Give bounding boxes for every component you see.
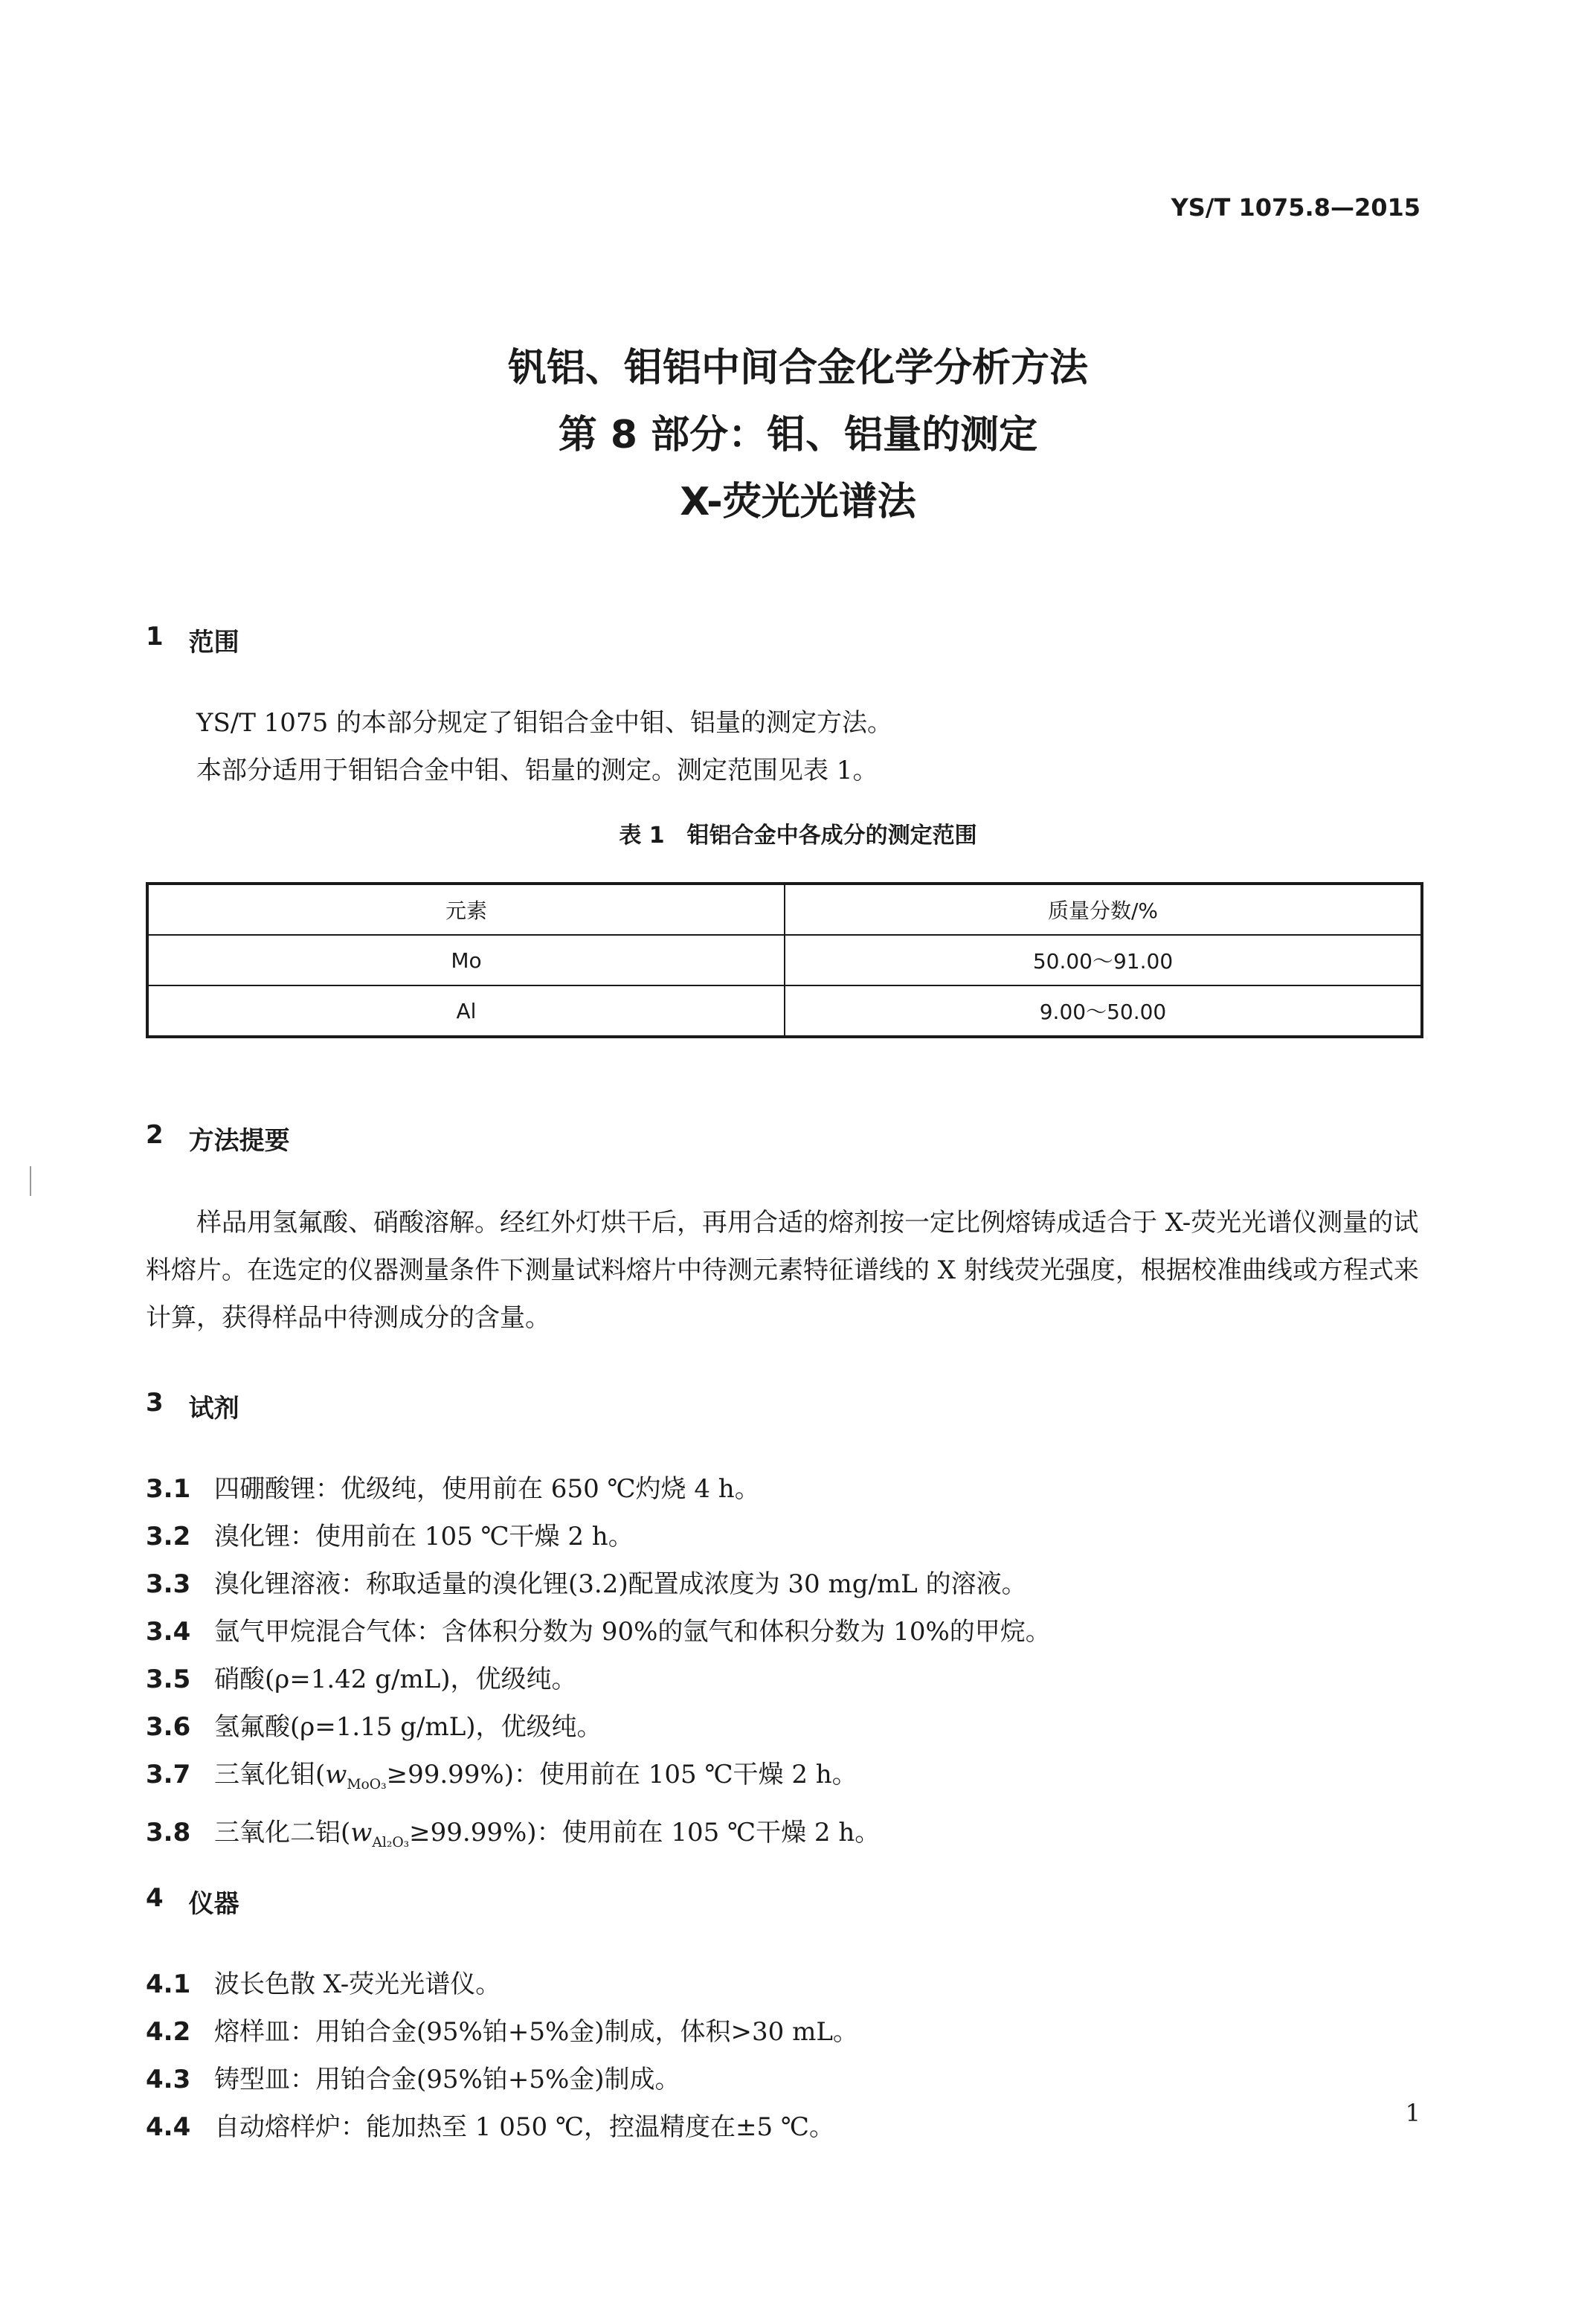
title-line-1: 钒铝、钼铝中间合金化学分析方法 — [507, 346, 1088, 390]
item-text: 溴化锂：使用前在 105 ℃干燥 2 h。 — [214, 1522, 634, 1551]
apparatus-list — [146, 1961, 1425, 2151]
section-scope — [146, 622, 1425, 658]
section-reagents — [146, 1388, 1425, 1424]
item-text: 氩气甲烷混合气体：含体积分数为 90%的氩气和体积分数为 10%的甲烷。 — [214, 1617, 1051, 1647]
list-item — [146, 1608, 1425, 1656]
item-text: 三氧化钼$(w_{MoO_3}\ge 99.99\%)$：使用前在 105 ℃干燥 2 h。 — [214, 1760, 857, 1792]
standard-code: YS/T 1075.8—2015 — [1171, 193, 1420, 222]
section-method — [146, 1120, 1425, 1157]
document-title — [0, 335, 1596, 536]
item-number: 3.6 — [146, 1712, 191, 1742]
item-text: 自动熔样炉：能加热至 1 050 ℃，控温精度在±5 ℃。 — [214, 2112, 834, 2142]
page-number: 1 — [1405, 2099, 1420, 2127]
list-item — [146, 1809, 1425, 1867]
section-scope-body — [146, 699, 1425, 794]
list-item — [146, 1513, 1425, 1560]
section-number: 2 — [146, 1120, 164, 1150]
table-caption: 表 1 钼铝合金中各成分的测定范围 — [619, 823, 977, 849]
section-number: 3 — [146, 1388, 164, 1418]
section-heading — [146, 622, 1425, 658]
table-header-cell: 元素 — [147, 884, 785, 935]
paragraph: 样品用氢氟酸、硝酸溶解。经红外灯烘干后，再用合适的熔剂按一定比例熔铸成适合于 X-荧光光谱仪测量的试料熔片。在选定的仪器测量条件下测量试料熔片中待测元素特征谱线的 X 射线荧光强度，根据校准曲线或方程式来计算，获得样品中待测成分的含量。 — [146, 1208, 1419, 1333]
table-header-cell: 质量分数/% — [785, 884, 1422, 935]
table-header-row — [147, 884, 1422, 935]
list-item — [146, 1465, 1425, 1513]
table-row — [147, 935, 1422, 985]
section-heading — [146, 1388, 1425, 1424]
section-apparatus — [146, 1883, 1425, 1920]
list-item — [146, 1751, 1425, 1809]
list-item — [146, 2008, 1425, 2056]
section-heading — [146, 1883, 1425, 1920]
section-title: 仪器 — [188, 1889, 239, 1919]
list-item — [146, 2056, 1425, 2103]
table-cell: Mo — [147, 935, 785, 985]
margin-mark — [30, 1166, 31, 1196]
section-number: 4 — [146, 1883, 164, 1913]
item-number: 3.4 — [146, 1617, 191, 1647]
item-number: 3.2 — [146, 1522, 191, 1551]
paragraph: YS/T 1075 的本部分规定了钼铝合金中钼、铝量的测定方法。 — [196, 708, 893, 738]
section-title: 方法提要 — [188, 1126, 290, 1156]
reagent-list — [146, 1465, 1425, 1867]
item-number: 3.3 — [146, 1569, 191, 1599]
item-number: 3.1 — [146, 1474, 191, 1504]
list-item — [146, 1656, 1425, 1703]
table-cell: 50.00～91.00 — [785, 935, 1422, 985]
item-text: 熔样皿：用铂合金(95%铂+5%金)制成，体积>30 mL。 — [214, 2017, 858, 2047]
item-text: 溴化锂溶液：称取适量的溴化锂(3.2)配置成浓度为 30 mg/mL 的溶液。 — [214, 1569, 1027, 1599]
item-number: 4.2 — [146, 2017, 191, 2047]
title-line-3: X-荧光光谱法 — [680, 480, 916, 524]
item-text: 氢氟酸(ρ=1.15 g/mL)，优级纯。 — [214, 1712, 602, 1742]
list-item — [146, 2103, 1425, 2151]
item-number: 3.8 — [146, 1817, 191, 1847]
table-row — [147, 985, 1422, 1037]
list-item — [146, 1560, 1425, 1608]
table-cell: Al — [147, 985, 785, 1037]
item-text: 四硼酸锂：优级纯，使用前在 650 ℃灼烧 4 h。 — [214, 1474, 760, 1504]
item-text: 硝酸(ρ=1.42 g/mL)，优级纯。 — [214, 1665, 577, 1694]
item-number: 4.1 — [146, 1969, 191, 1999]
section-title: 范围 — [188, 628, 239, 657]
title-line-2: 第 8 部分：钼、铝量的测定 — [558, 413, 1038, 457]
item-number: 3.5 — [146, 1665, 191, 1694]
item-text: 三氧化二铝$(w_{Al_2O_3}\ge 99.99\%)$：使用前在 105 ℃干燥 2 h。 — [214, 1817, 881, 1850]
item-number: 4.3 — [146, 2065, 191, 2094]
item-number: 4.4 — [146, 2112, 191, 2142]
section-number: 1 — [146, 622, 164, 652]
section-method-body — [146, 1199, 1425, 1342]
item-number: 3.7 — [146, 1760, 191, 1789]
table-cell: 9.00～50.00 — [785, 985, 1422, 1037]
item-text: 铸型皿：用铂合金(95%铂+5%金)制成。 — [214, 2065, 680, 2094]
list-item — [146, 1703, 1425, 1751]
paragraph: 本部分适用于钼铝合金中钼、铝量的测定。测定范围见表 1。 — [196, 756, 878, 785]
item-text: 波长色散 X-荧光光谱仪。 — [214, 1969, 501, 1999]
section-title: 试剂 — [188, 1394, 239, 1424]
range-table — [146, 882, 1423, 1038]
section-heading — [146, 1120, 1425, 1157]
list-item — [146, 1961, 1425, 2008]
